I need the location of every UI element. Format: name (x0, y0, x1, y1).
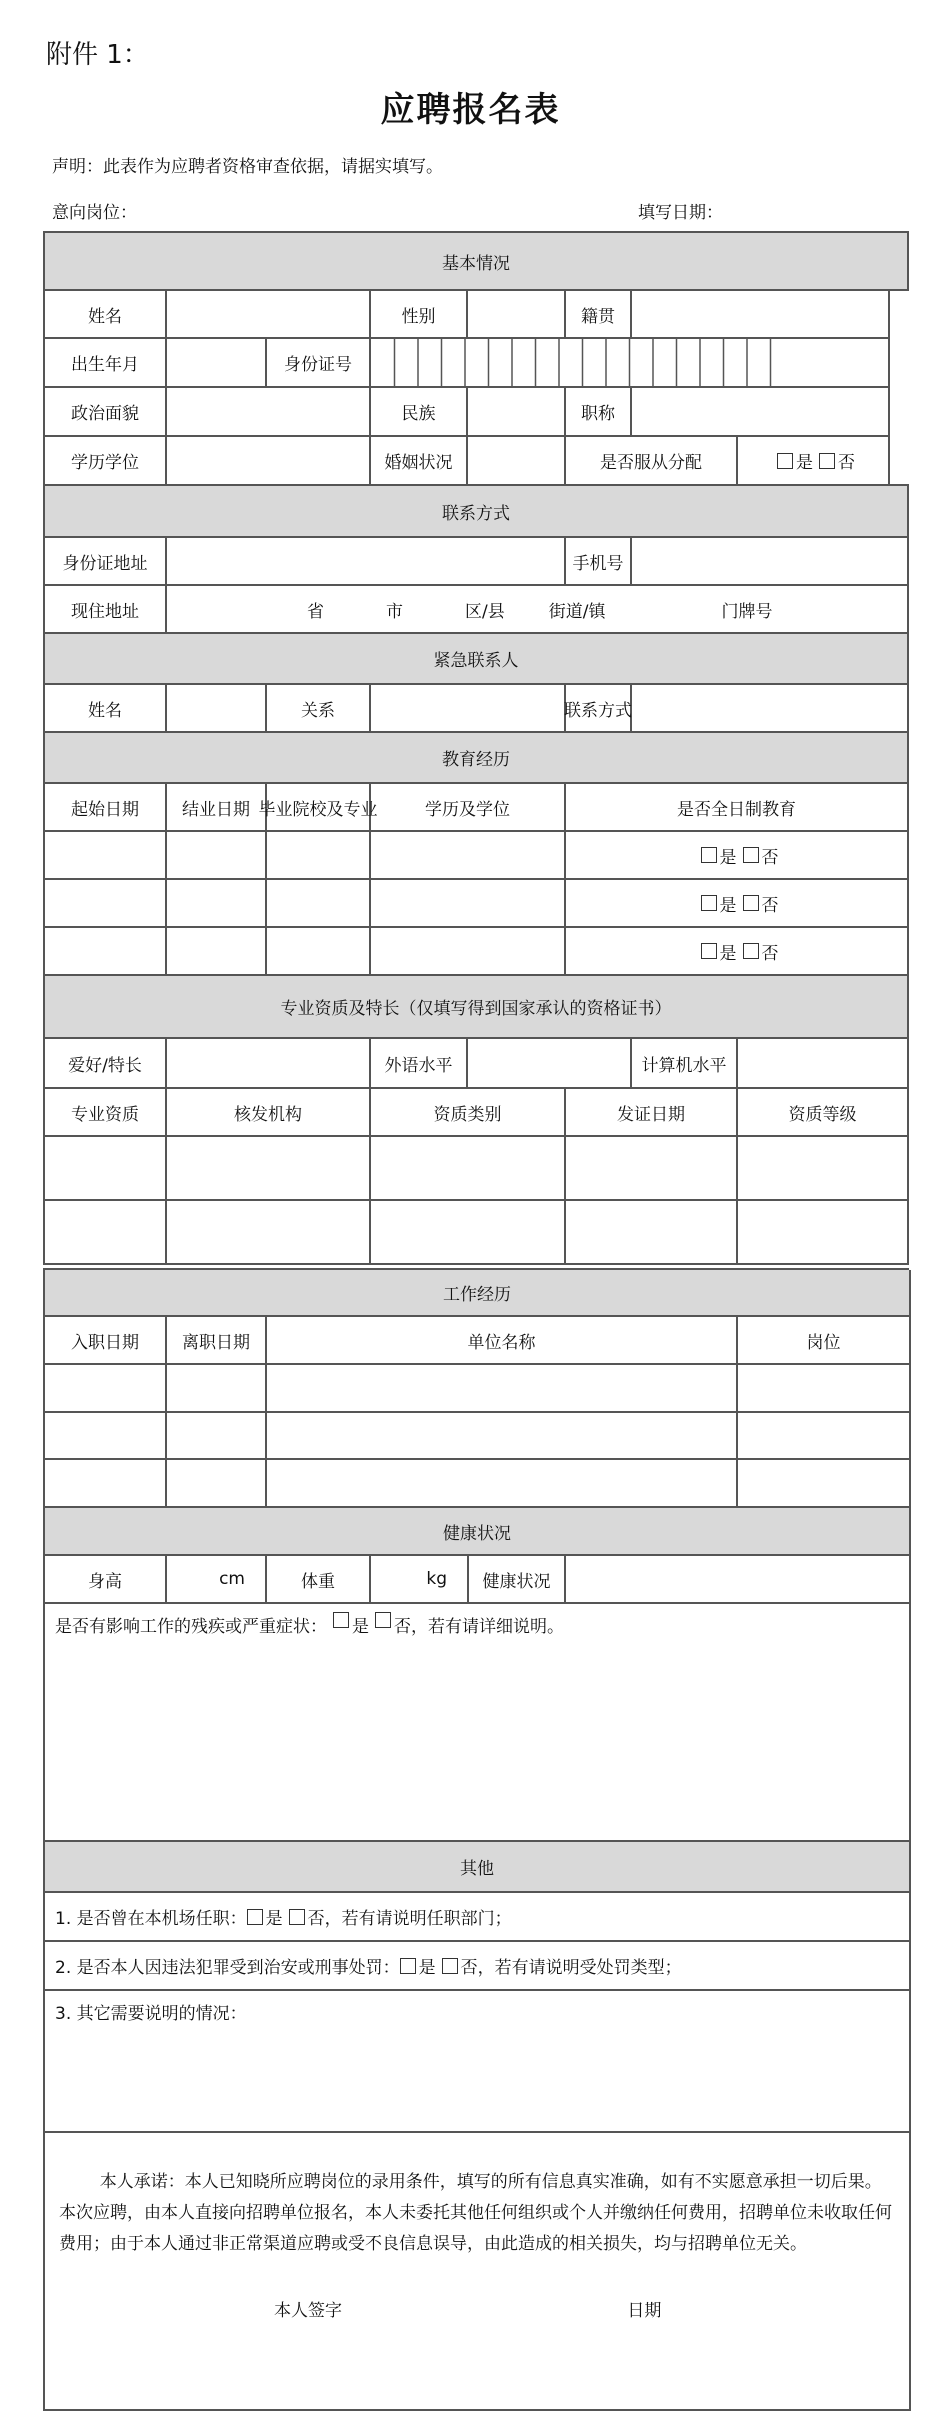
birth-date-field[interactable] (167, 339, 267, 388)
edu-row-1-fulltime (566, 832, 909, 880)
edu-col-school: 毕业院校及专业 (267, 784, 371, 832)
ethnicity-field[interactable] (468, 388, 566, 437)
no-label: 否 (838, 453, 855, 473)
birth-date-label: 出生年月 (45, 339, 167, 388)
work-row-1-position[interactable] (738, 1365, 911, 1413)
other-q2-text: 2. 是否本人因违法犯罪受到治安或刑事处罚： (55, 1958, 400, 1978)
section-education: 教育经历 (45, 733, 909, 784)
mobile-field[interactable] (632, 538, 909, 586)
name-label: 姓名 (45, 291, 167, 339)
edu-row-1-start[interactable] (45, 832, 167, 880)
work-row-1-end[interactable] (167, 1365, 267, 1413)
name-field[interactable] (167, 291, 371, 339)
work-row-2-company[interactable] (267, 1413, 738, 1460)
current-address-label: 现住地址 (45, 586, 167, 634)
section-work: 工作经历 (45, 1270, 911, 1317)
work-row-3-position[interactable] (738, 1460, 911, 1508)
yes-checkbox[interactable] (777, 453, 793, 469)
no-label: 否 (394, 1617, 411, 1637)
section-contact: 联系方式 (45, 486, 909, 538)
edu-col-start: 起始日期 (45, 784, 167, 832)
native-place-label: 籍贯 (566, 291, 632, 339)
other-q2-suffix: ，若有请说明受处罚类型； (477, 1958, 682, 1978)
computer-label: 计算机水平 (632, 1039, 738, 1089)
work-col-position: 岗位 (738, 1317, 911, 1365)
no-checkbox[interactable] (289, 1909, 305, 1925)
hobby-label: 爱好/特长 (45, 1039, 167, 1089)
qual-row-1-category[interactable] (371, 1137, 566, 1201)
qual-row-2-date[interactable] (566, 1201, 738, 1265)
qual-col-issue-date: 发证日期 (566, 1089, 738, 1137)
city-label: 市 (386, 601, 403, 622)
application-table-main (43, 231, 909, 1265)
no-checkbox[interactable] (743, 895, 759, 911)
political-status-label: 政治面貌 (45, 388, 167, 437)
work-row-3-end[interactable] (167, 1460, 267, 1508)
attachment-label: 附件 1： (46, 40, 149, 70)
education-degree-label: 学历学位 (45, 437, 167, 486)
work-row-3-company[interactable] (267, 1460, 738, 1508)
ethnicity-label: 民族 (371, 388, 468, 437)
work-row-1-start[interactable] (45, 1365, 167, 1413)
height-label: 身高 (45, 1556, 167, 1604)
qual-row-2-level[interactable] (738, 1201, 909, 1265)
signature-date-label: 日期 (627, 2301, 662, 2321)
no-label: 否 (307, 1909, 325, 1929)
form-title: 应聘报名表 (380, 90, 561, 130)
political-status-field[interactable] (167, 388, 371, 437)
id-number-boxes (371, 339, 794, 386)
edu-row-3-end[interactable] (167, 928, 267, 976)
street-label: 街道/镇 (548, 601, 606, 622)
edu-row-2-school[interactable] (267, 880, 371, 928)
yes-label: 是 (418, 1958, 436, 1978)
id-address-field[interactable] (167, 538, 566, 586)
other-q1-text: 1. 是否曾在本机场任职： (55, 1909, 247, 1929)
emergency-relation-label: 关系 (267, 685, 371, 733)
kg-unit: kg (426, 1569, 447, 1589)
height-field[interactable] (167, 1556, 267, 1604)
professional-title-field[interactable] (632, 388, 890, 437)
edu-row-1-end[interactable] (167, 832, 267, 880)
yes-checkbox[interactable] (701, 943, 717, 959)
other-q1-suffix: ，若有请说明任职部门； (324, 1909, 512, 1929)
edu-row-3-school[interactable] (267, 928, 371, 976)
disability-question-suffix: ，若有请详细说明。 (411, 1617, 564, 1637)
yes-checkbox[interactable] (701, 847, 717, 863)
assignment-obey-options (738, 437, 890, 486)
application-table-secondary (43, 1268, 909, 2411)
yes-checkbox[interactable] (400, 1958, 416, 1974)
emergency-contact-label: 联系方式 (566, 685, 632, 733)
declaration-text: 声明：此表作为应聘者资格审查依据，请据实填写。 (52, 157, 443, 177)
work-row-2-position[interactable] (738, 1413, 911, 1460)
language-field[interactable] (468, 1039, 632, 1089)
other-question-1[interactable] (45, 1893, 911, 1942)
work-col-start: 入职日期 (45, 1317, 167, 1365)
edu-row-3-start[interactable] (45, 928, 167, 976)
edu-row-1-degree[interactable] (371, 832, 566, 880)
edu-row-2-start[interactable] (45, 880, 167, 928)
gender-field[interactable] (468, 291, 566, 339)
house-number-label: 门牌号 (721, 601, 773, 622)
work-row-2-start[interactable] (45, 1413, 167, 1460)
edu-row-2-degree[interactable] (371, 880, 566, 928)
no-checkbox[interactable] (442, 1958, 458, 1974)
mobile-label: 手机号 (566, 538, 632, 586)
qual-row-1-issuer[interactable] (167, 1137, 371, 1201)
disability-question[interactable] (45, 1604, 911, 1842)
emergency-name-field[interactable] (167, 685, 267, 733)
qual-row-1-level[interactable] (738, 1137, 909, 1201)
yes-label: 是 (265, 1909, 283, 1929)
no-label: 否 (761, 847, 779, 868)
section-emergency-contact: 紧急联系人 (45, 634, 909, 685)
photo-area (890, 291, 909, 486)
work-col-end: 离职日期 (167, 1317, 267, 1365)
emergency-name-label: 姓名 (45, 685, 167, 733)
health-status-label: 健康状况 (469, 1556, 566, 1604)
qual-col-name: 专业资质 (45, 1089, 167, 1137)
no-checkbox[interactable] (819, 453, 835, 469)
marital-status-field[interactable] (468, 437, 566, 486)
gender-label: 性别 (371, 291, 468, 339)
no-label: 否 (761, 943, 779, 964)
education-degree-field[interactable] (167, 437, 371, 486)
yes-label: 是 (719, 847, 737, 868)
id-number-field[interactable] (371, 339, 890, 388)
other-question-3[interactable] (45, 1991, 911, 2133)
qual-row-2-category[interactable] (371, 1201, 566, 1265)
edu-row-2-end[interactable] (167, 880, 267, 928)
qual-col-level: 资质等级 (738, 1089, 909, 1137)
yes-checkbox[interactable] (701, 895, 717, 911)
yes-label: 是 (796, 453, 813, 473)
edu-col-end: 结业日期 (167, 784, 267, 832)
work-row-1-company[interactable] (267, 1365, 738, 1413)
disability-question-text: 是否有影响工作的残疾或严重症状： (55, 1617, 327, 1637)
province-label: 省 (307, 601, 324, 622)
current-address-field[interactable] (167, 586, 909, 634)
professional-title-label: 职称 (566, 388, 632, 437)
other-question-2[interactable] (45, 1942, 911, 1991)
cm-unit: cm (219, 1569, 245, 1589)
section-basic-info: 基本情况 (45, 233, 909, 291)
work-row-3-start[interactable] (45, 1460, 167, 1508)
district-label: 区/县 (465, 601, 505, 622)
weight-field[interactable] (371, 1556, 469, 1604)
assignment-obey-label: 是否服从分配 (566, 437, 738, 486)
edu-col-degree: 学历及学位 (371, 784, 566, 832)
signature-label: 本人签字 (274, 2301, 342, 2321)
edu-row-3-degree[interactable] (371, 928, 566, 976)
yes-label: 是 (352, 1617, 369, 1637)
id-address-label: 身份证地址 (45, 538, 167, 586)
intended-position-label: 意向岗位： (52, 203, 137, 223)
work-col-company: 单位名称 (267, 1317, 738, 1365)
no-checkbox[interactable] (743, 847, 759, 863)
qual-col-category: 资质类别 (371, 1089, 566, 1137)
qual-col-issuer: 核发机构 (167, 1089, 371, 1137)
work-row-2-end[interactable] (167, 1413, 267, 1460)
computer-field[interactable] (738, 1039, 909, 1089)
emergency-relation-field[interactable] (371, 685, 566, 733)
edu-row-1-school[interactable] (267, 832, 371, 880)
language-label: 外语水平 (371, 1039, 468, 1089)
qual-row-1-date[interactable] (566, 1137, 738, 1201)
marital-status-label: 婚姻状况 (371, 437, 468, 486)
section-other: 其他 (45, 1842, 911, 1893)
no-checkbox[interactable] (743, 943, 759, 959)
no-checkbox[interactable] (375, 1612, 391, 1628)
yes-checkbox[interactable] (247, 1909, 263, 1925)
yes-checkbox[interactable] (333, 1612, 349, 1628)
pledge-block (45, 2133, 911, 2411)
hobby-field[interactable] (167, 1039, 371, 1089)
fill-date-label: 填写日期： (638, 203, 723, 223)
weight-label: 体重 (267, 1556, 371, 1604)
yes-label: 是 (719, 943, 737, 964)
health-status-field[interactable] (566, 1556, 911, 1604)
qual-row-2-name[interactable] (45, 1201, 167, 1265)
edu-row-3-fulltime (566, 928, 909, 976)
section-health: 健康状况 (45, 1508, 911, 1556)
section-qualification: 专业资质及特长（仅填写得到国家承认的资格证书） (45, 976, 909, 1039)
id-number-label: 身份证号 (267, 339, 371, 388)
pledge-text: 本人承诺：本人已知晓所应聘岗位的录用条件，填写的所有信息真实准确，如有不实愿意承担一切后果。本次应聘，由本人直接向招聘单位报名，本人未委托其他任何组织或个人并缴纳任何费用，招聘单位未收取任何费用；由于本人通过非正常渠道应聘或受不良信息误导，由此造成的相关损失，均与招聘单位无关。 (59, 2172, 892, 2254)
edu-col-fulltime: 是否全日制教育 (566, 784, 909, 832)
other-q3-text: 3. 其它需要说明的情况： (55, 2004, 247, 2024)
native-place-field[interactable] (632, 291, 890, 339)
qual-row-2-issuer[interactable] (167, 1201, 371, 1265)
edu-row-2-fulltime (566, 880, 909, 928)
yes-label: 是 (719, 895, 737, 916)
no-label: 否 (460, 1958, 478, 1978)
qual-row-1-name[interactable] (45, 1137, 167, 1201)
emergency-contact-field[interactable] (632, 685, 909, 733)
no-label: 否 (761, 895, 779, 916)
